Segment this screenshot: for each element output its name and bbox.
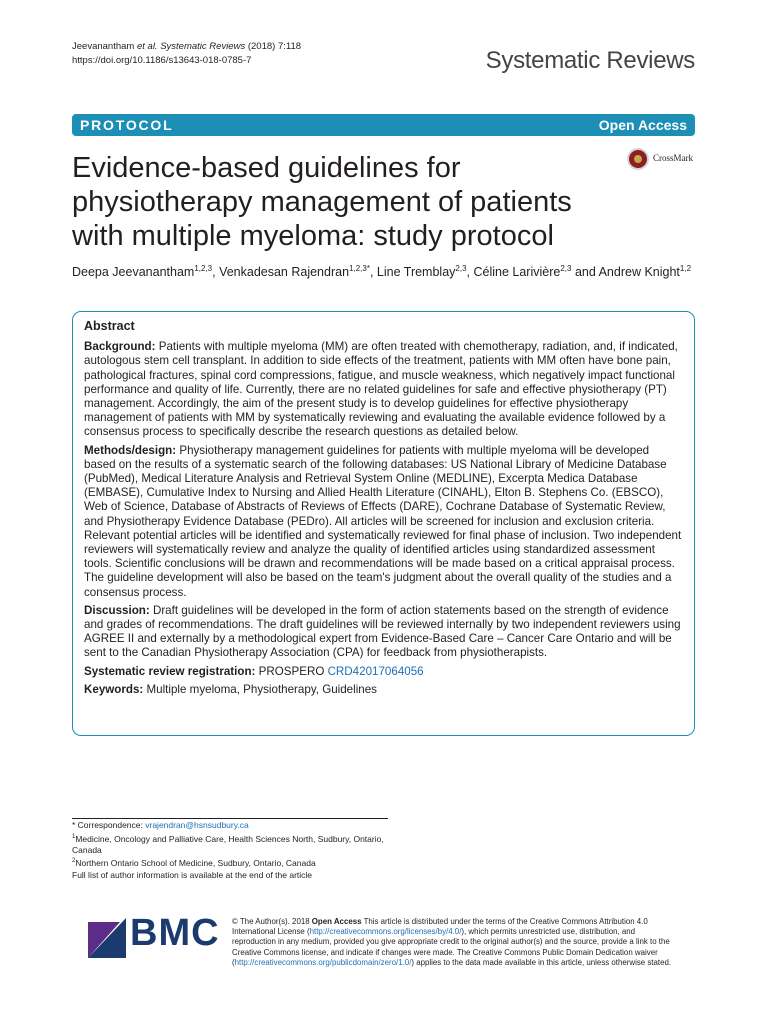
- bmc-logo-text: BMC: [130, 912, 220, 954]
- footnote-divider: [72, 818, 388, 819]
- abstract-discussion: Discussion: Draft guidelines will be developed in the form of action statements based on the strength of evidence and grades of recommendations. The draft guidelines will be reviewed internally by two independent reviewers using AGREE II and externally by a methodological expert from Evidence-Based Care – Cancer Care Ontario and will be sent to the Canadian Physiotherapy Association (CPA) for feedback from physiotherapists.: [84, 603, 681, 660]
- citation-year-volume: (2018) 7:118: [247, 41, 302, 52]
- article-type-banner: [72, 114, 695, 136]
- author-name[interactable]: Venkadesan Rajendran: [219, 265, 350, 280]
- author-name[interactable]: Line Tremblay: [376, 265, 456, 280]
- abstract-keywords: Keywords: Multiple myeloma, Physiotherapy, Guidelines: [84, 682, 377, 696]
- bmc-logo: [86, 912, 220, 960]
- citation-header: [72, 40, 301, 68]
- registration-link[interactable]: CRD42017064056: [327, 664, 424, 678]
- footnotes: [72, 820, 392, 881]
- article-title: Evidence-based guidelines for physiotherapy management of patients with multiple myeloma: study protocol: [72, 152, 572, 252]
- affiliation-2: $^2$Northern Ontario School of Medicine, Sudbury, Ontario, Canada: [72, 858, 316, 869]
- author-affiliation: 1,2,3: [194, 264, 213, 273]
- author-affiliation: 1,2,3*: [349, 264, 370, 273]
- author-name[interactable]: Céline Larivière: [473, 265, 561, 280]
- public-domain-link[interactable]: http://creativecommons.org/publicdomain/zero/1.0/: [234, 957, 412, 967]
- abstract-box: [72, 311, 695, 736]
- abstract-heading: Abstract: [84, 319, 135, 333]
- abstract-methods: Methods/design: Physiotherapy management guidelines for patients with multiple myeloma will be developed based on the results of a systematic search of the following databases: US National Library of Medicine Database (PubMed), Medical Literature Analysis and Retrieval System Online (MEDLINE), Excerpta Medica Database (EMBASE), Cumulative Index to Nursing and Allied Health Literature (CINAHL), Elton B. Stephens Co. (EBSCO), Web of Science, Database of Abstracts of Reviews of Effects (DARE), Cochrane Database of Systematic Review, and Physiotherapy Evidence Database (PEDro). All articles will be screened for inclusion and exclusion criteria. Relevant potential articles will be identified and systematically reviewed for final phase of inclusion. Two independent reviewers will systematically review and analyze the quality of identified articles using standardized assessment tools. Scientific conclusions will be drawn and recommendations will be made based on a critical appraisal process. The guideline development will also be based on the team's judgment about the overall quality of the studies and a consensus process.: [84, 443, 682, 599]
- author-list: Deepa Jeevanantham$^{1,2,3}$, Venkadesan Rajendran$^{1,2,3*}$, Line Tremblay$^{2,3}$, Céline Larivière$^{2,3}$ and Andrew Knight$^{1,2}$: [72, 264, 692, 280]
- author-name[interactable]: Andrew Knight: [598, 265, 680, 280]
- bmc-logo-icon: [86, 914, 130, 960]
- crossmark-badge[interactable]: [627, 148, 707, 172]
- crossmark-icon: [627, 148, 649, 170]
- license-link[interactable]: http://creativecommons.org/licenses/by/4.0/: [309, 927, 462, 937]
- article-type-label: PROTOCOL: [80, 117, 174, 133]
- correspondence-email-link[interactable]: vrajendran@hsnsudbury.ca: [145, 820, 249, 830]
- abstract-background: Background: Patients with multiple myeloma (MM) are often treated with chemotherapy, radiation, and, if indicated, autologous stem cell transplant. In addition to side effects of the treatment, patients with MM often have bone pain, pathological fractures, spinal cord compressions, fatigue, and muscle weakness, which negatively impact functional performance and quality of life. Currently, there are no related guidelines for safe and effective physiotherapy (PT) management. Accordingly, the aim of the present study is to develop guidelines for effective physiotherapy management of patients with MM by systematically reviewing and evaluating the available evidence followed by a consensus process to specifically describe the research questions as detailed below.: [84, 340, 678, 439]
- citation-authors: Jeevanantham: [72, 41, 135, 52]
- journal-name: Systematic Reviews: [485, 47, 695, 74]
- correspondence-note: * Correspondence: vrajendran@hsnsudbury.ca: [72, 820, 249, 830]
- affiliation-1: $^1$Medicine, Oncology and Palliative Care, Health Sciences North, Sudbury, Ontario, Canada: [72, 833, 384, 855]
- doi-link[interactable]: https://doi.org/10.1186/s13643-018-0785-7: [72, 55, 252, 66]
- license-statement: © The Author(s). 2018 Open Access This article is distributed under the terms of the Creative Commons Attribution 4.0 International License (http://creativecommons.org/licenses/by/4.0/), which permits unrestricted use, distribution, and reproduction in any medium, provided you give appropriate credit to the original author(s) and the source, provide a link to the Creative Commons license, and indicate if changes were made. The Creative Commons Public Domain Dedication waiver (http://creativecommons.org/publicdomain/zero/1.0/) applies to the data made available in this article, unless otherwise stated.: [232, 917, 672, 967]
- author-affiliation: 2,3: [455, 264, 467, 273]
- crossmark-label: CrossMark: [653, 153, 693, 163]
- author-info-note: Full list of author information is available at the end of the article: [72, 869, 313, 880]
- citation-journal: et al. Systematic Reviews: [136, 41, 246, 52]
- author-name[interactable]: Deepa Jeevanantham: [72, 265, 195, 280]
- author-affiliation: 2,3: [560, 264, 572, 273]
- author-affiliation: 1,2: [679, 264, 692, 273]
- open-access-label: Open Access: [598, 117, 687, 133]
- abstract-registration: Systematic review registration: PROSPERO CRD42017064056: [84, 664, 424, 678]
